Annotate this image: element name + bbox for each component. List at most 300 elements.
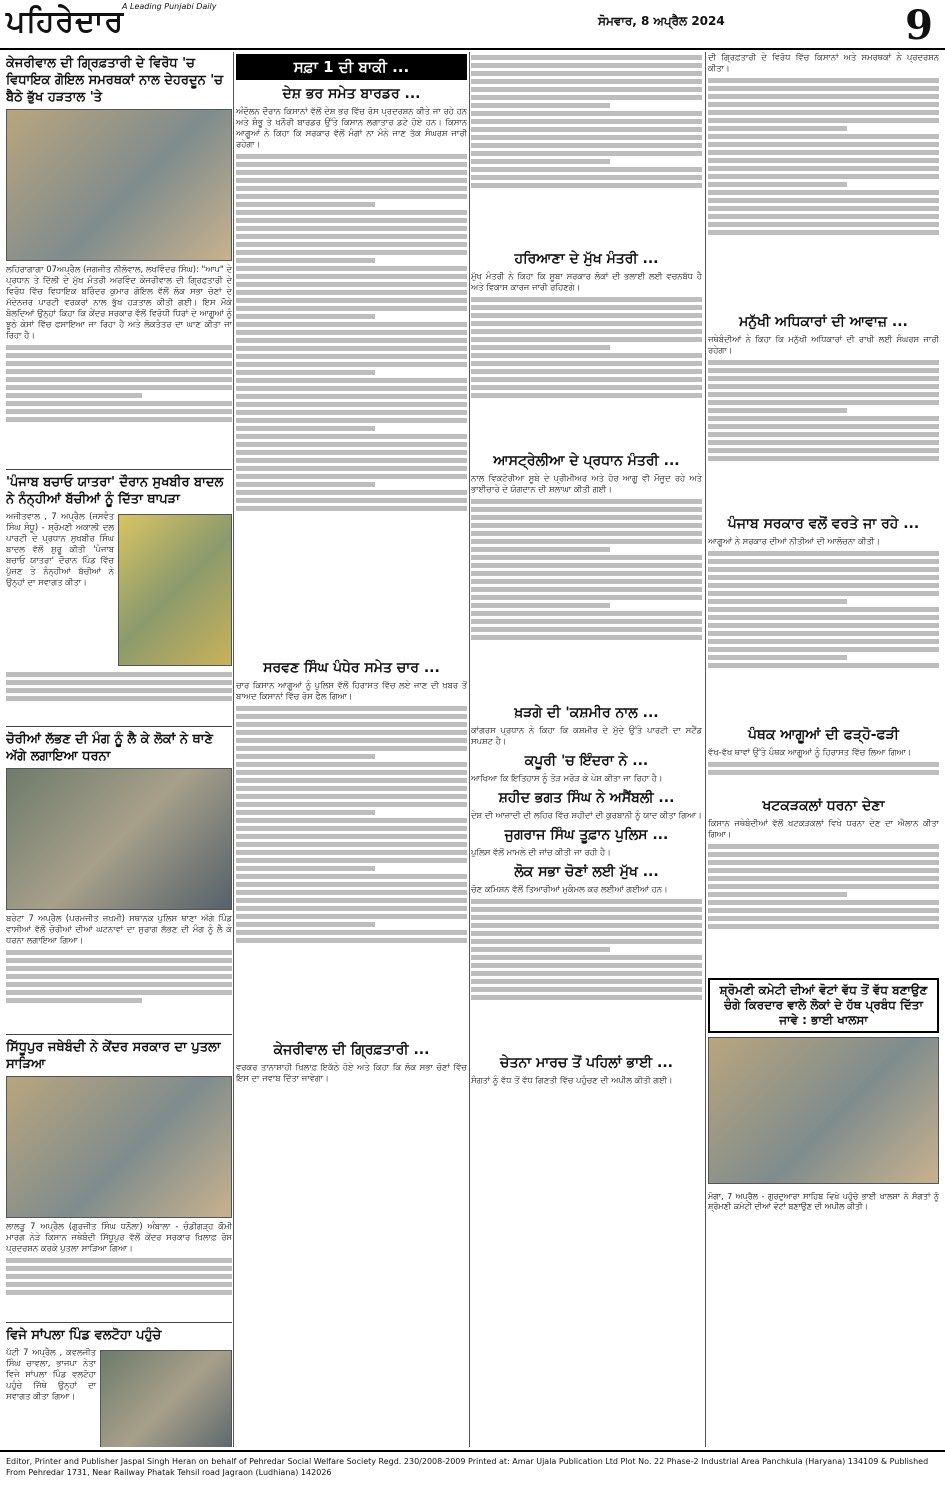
text-line — [236, 346, 467, 351]
text-line — [236, 898, 467, 903]
text-line — [236, 170, 467, 175]
article-body: ਅਜੀਤਵਾਲ , 7 ਅਪ੍ਰੈਲ (ਜਸਵੰਤ ਸਿੰਘ ਸੰਧੂ) - ਸ਼੍ਰੋਮਣੀ ਅਕਾਲੀ ਦਲ ਪਾਰਟੀ ਦੇ ਪ੍ਰਧਾਨ ਸੁਖਬੀਰ ਸਿੰਘ ਬਾਦਲ ਵੱਲੋਂ ਸ਼ੁਰੂ ਕੀਤੀ 'ਪੰਜਾਬ ਬਚਾਓ ਯਾਤਰਾ' ਦੌਰਾਨ ਪਿੰਡ ਵਿੱਚ ਪੁੱਜਣ ਤੇ ਨੰਨ੍ਹੀਆਂ ਬੱਚੀਆਂ ਨੇ ਉਨ੍ਹਾਂ ਦਾ ਸਵਾਗਤ ਕੀਤਾ। — [6, 511, 114, 587]
text-line — [471, 563, 702, 568]
text-line — [236, 706, 467, 711]
photo-sukhbir-badal — [118, 514, 232, 666]
text-line — [236, 866, 375, 871]
text-line — [708, 591, 939, 596]
text-line — [708, 892, 847, 897]
text-line — [708, 134, 939, 139]
text-line — [236, 154, 467, 159]
article-body: ਅੰਦੋਲਨ ਦੌਰਾਨ ਕਿਸਾਨਾਂ ਵੱਲੋਂ ਦੇਸ਼ ਭਰ ਵਿੱਚ ਰੋਸ ਪ੍ਰਦਰਸ਼ਨ ਕੀਤੇ ਜਾ ਰਹੇ ਹਨ ਅਤੇ ਸ਼ੰਭੂ ਤੇ ਖਨੌਰੀ ਬਾਰਡਰ ਉੱਤੇ ਕਿਸਾਨ ਲਗਾਤਾਰ ਡਟੇ ਹੋਏ ਹਨ। ਕਿਸਾਨ ਆਗੂਆਂ ਨੇ ਕਿਹਾ ਕਿ ਸਰਕਾਰ ਵੱਲੋਂ ਮੰਗਾਂ ਨਾ ਮੰਨੇ ਜਾਣ ਤੱਕ ਸੰਘਰਸ਼ ਜਾਰੀ ਰਹੇਗਾ। — [236, 106, 467, 149]
imprint-footer — [0, 1450, 945, 1507]
article-body: ਬਰੇਟਾ 7 ਅਪ੍ਰੈਲ (ਪਰਮਜੀਤ ਜ਼ਖ਼ਮੀ) ਸਥਾਨਕ ਪੁਲਿਸ ਥਾਣਾ ਅੱਗੇ ਪਿੰਡ ਵਾਸੀਆਂ ਵੱਲੋਂ ਚੋਰੀਆਂ ਦੀਆਂ ਘਟਨਾਵਾਂ ਦਾ ਸੁਰਾਗ ਲੱਭਣ ਦੀ ਮੰਗ ਨੂੰ ਲੈ ਕੇ ਧਰਨਾ ਲਗਾਇਆ ਗਿਆ। — [6, 913, 232, 945]
headline-punjab-bachao: 'ਪੰਜਾਬ ਬਚਾਓ ਯਾਤਰਾ' ਦੌਰਾਨ ਸੁਖਬੀਰ ਬਾਦਲ ਨੇ ਨੰਨ੍ਹੀਆਂ ਬੱਚੀਆਂ ਨੂੰ ਦਿੱਤਾ ਥਾਪੜਾ — [6, 475, 224, 507]
text-line — [708, 868, 939, 873]
text-line — [236, 410, 467, 415]
text-line — [708, 424, 939, 429]
text-line — [236, 850, 467, 855]
article-body: ਲਾਲੜੂ 7 ਅਪ੍ਰੈਲ (ਗੁਰਜੀਤ ਸਿੰਘ ਧਨੌਲਾ) ਅੰਬਾਲਾ - ਚੰਡੀਗੜ੍ਹ ਕੌਮੀ ਮਾਰਗ ਨੇੜੇ ਕਿਸਾਨ ਜਥੇਬੰਦੀ ਸਿੱਧੂਪੁਰ ਵੱਲੋਂ ਕੇਂਦਰ ਸਰਕਾਰ ਖ਼ਿਲਾਫ਼ ਰੋਸ ਪ੍ਰਦਰਸ਼ਨ ਕਰਕੇ ਪੁਤਲਾ ਸਾੜਿਆ ਗਿਆ। — [6, 1221, 232, 1253]
text-line — [708, 360, 939, 365]
text-line — [236, 226, 467, 231]
text-line — [236, 162, 467, 167]
text-line — [471, 305, 702, 310]
article-body: ਵੱਖ-ਵੱਖ ਥਾਵਾਂ ਉੱਤੇ ਪੰਥਕ ਆਗੂਆਂ ਨੂੰ ਹਿਰਾਸਤ ਵਿੱਚ ਲਿਆ ਗਿਆ। — [708, 747, 912, 757]
page-number: 9 — [905, 2, 933, 49]
text-line — [6, 680, 232, 685]
column-divider — [469, 52, 470, 1447]
text-line — [236, 386, 467, 391]
text-line — [471, 923, 702, 928]
column-divider — [233, 52, 234, 1447]
text-line — [6, 401, 232, 406]
date-line: ਸੋਮਵਾਰ, 8 ਅਪ੍ਰੈਲ 2024 — [598, 14, 725, 28]
text-line — [708, 166, 939, 171]
text-line — [6, 1274, 232, 1279]
text-line — [6, 1266, 232, 1271]
text-line — [708, 852, 939, 857]
text-line — [6, 1282, 232, 1287]
headline-pandher: ਸਰਵਣ ਸਿੰਘ ਪੰਧੇਰ ਸਮੇਤ ਚਾਰ ... — [263, 660, 440, 676]
text-line — [471, 971, 702, 976]
text-filler — [6, 672, 232, 722]
headline-khatkar-kalan: ਖਟਕੜਕਲਾਂ ਧਰਨਾ ਦੇਣਾ — [762, 798, 885, 814]
text-line — [471, 337, 702, 342]
article-body: ਵਰਕਰ ਤਾਨਾਸ਼ਾਹੀ ਖ਼ਿਲਾਫ਼ ਇਕੱਠੇ ਹੋਏ ਅਤੇ ਕਿਹਾ ਕਿ ਲੋਕ ਸਭਾ ਚੋਣਾਂ ਵਿੱਚ ਇਸ ਦਾ ਜਵਾਬ ਦਿੱਤਾ ਜਾਵੇਗਾ। — [236, 1062, 467, 1083]
text-filler — [708, 78, 939, 308]
text-line — [708, 102, 939, 107]
text-line — [236, 882, 467, 887]
text-line — [708, 567, 939, 572]
article-body: ਮੁੱਖ ਮੰਤਰੀ ਨੇ ਕਿਹਾ ਕਿ ਸੂਬਾ ਸਰਕਾਰ ਲੋਕਾਂ ਦੀ ਭਲਾਈ ਲਈ ਵਚਨਬੱਧ ਹੈ ਅਤੇ ਵਿਕਾਸ ਕਾਰਜ ਜਾਰੀ ਰਹਿਣਗੇ। — [471, 271, 702, 292]
text-line — [236, 754, 375, 759]
headline-sgpc-votes: ਸ਼੍ਰੋਮਣੀ ਕਮੇਟੀ ਦੀਆਂ ਵੋਟਾਂ ਵੱਧ ਤੋਂ ਵੱਧ ਬਣਾਉਣ ਚੰਗੇ ਕਿਰਦਾਰ ਵਾਲੇ ਲੋਕਾਂ ਦੇ ਹੱਥ ਪ੍ਰਬੰਧ ਦਿੱਤਾ ਜਾਵੇ : ਭਾਈ ਖਾਲਸਾ — [708, 978, 939, 1033]
text-line — [236, 490, 467, 495]
text-line — [236, 890, 467, 895]
text-line — [236, 314, 375, 319]
text-line — [236, 906, 467, 911]
text-line — [708, 647, 939, 652]
headline-border: ਦੇਸ਼ ਭਰ ਸਮੇਤ ਬਾਰਡਰ ... — [282, 86, 421, 102]
text-line — [471, 71, 702, 76]
text-line — [471, 603, 610, 608]
text-line — [708, 126, 847, 131]
text-line — [471, 135, 702, 140]
text-line — [6, 369, 232, 374]
column-divider — [705, 52, 706, 1447]
text-line — [471, 899, 702, 904]
text-line — [471, 361, 702, 366]
text-line — [471, 523, 702, 528]
text-line — [471, 377, 702, 382]
text-line — [471, 127, 702, 132]
article-body: ਪੱਟੀ 7 ਅਪ੍ਰੈਲ , ਕਵਲਜੀਤ ਸਿੰਘ ਚਾਵਲਾ, ਭਾਜਪਾ ਨੇਤਾ ਵਿਜੇ ਸਾਂਪਲਾ ਪਿੰਡ ਵਲਟੋਹਾ ਪਹੁੰਚੇ ਜਿੱਥੇ ਉਨ੍ਹਾਂ ਦਾ ਸਵਾਗਤ ਕੀਤਾ ਗਿਆ। — [6, 1347, 96, 1401]
text-line — [708, 916, 939, 921]
text-line — [708, 663, 939, 668]
article-body: ਜਥੇਬੰਦੀਆਂ ਨੇ ਕਿਹਾ ਕਿ ਮਨੁੱਖੀ ਅਧਿਕਾਰਾਂ ਦੀ ਰਾਖੀ ਲਈ ਸੰਘਰਸ਼ ਜਾਰੀ ਰਹੇਗਾ। — [708, 334, 939, 355]
text-line — [708, 599, 847, 604]
text-line — [236, 794, 467, 799]
text-line — [471, 635, 702, 640]
article-body: ਲਹਿਰਾਗਾਗਾ 07ਅਪ੍ਰੈਲ (ਜਗਜੀਤ ਨੀਲੋਵਾਲ, ਲਖਵਿੰਦਰ ਸਿੰਘ): "ਆਪ" ਦੇ ਪ੍ਰਧਾਨ ਤੇ ਦਿੱਲੀ ਦੇ ਮੁੱਖ ਮੰਤਰੀ ਅਰਵਿੰਦ ਕੇਜਰੀਵਾਲ ਦੀ ਗ੍ਰਿਫਤਾਰੀ ਦੇ ਵਿਰੋਧ ਵਿੱਚ ਵਿਧਾਇਕ ਬਰਿੰਦਰ ਕੁਮਾਰ ਗੋਇਲ ਵੱਲੋਂ ਲੋਕ ਸਭਾ ਚੋਣਾਂ ਦੇ ਮੱਦੇਨਜ਼ਰ ਪਾਰਟੀ ਵਰਕਰਾਂ ਨਾਲ ਭੁੱਖ ਹੜਤਾਲ ਕੀਤੀ ਗਈ। ਇਸ ਮੌਕੇ ਬੋਲਦਿਆਂ ਉਨ੍ਹਾਂ ਕਿਹਾ ਕਿ ਕੇਂਦਰ ਸਰਕਾਰ ਵੱਲੋਂ ਵਿਰੋਧੀ ਧਿਰਾਂ ਦੇ ਆਗੂਆਂ ਨੂੰ ਝੂਠੇ ਕੇਸਾਂ ਵਿੱਚ ਫਸਾਇਆ ਜਾ ਰਿਹਾ ਹੈ ਅਤੇ ਲੋਕਤੰਤਰ ਦਾ ਘਾਣ ਕੀਤਾ ਜਾ ਰਿਹਾ ਹੈ। — [6, 264, 232, 340]
photo-effigy — [6, 1076, 232, 1218]
text-line — [236, 242, 467, 247]
headline-human-rights: ਮਨੁੱਖੀ ਅਧਿਕਾਰਾਂ ਦੀ ਆਵਾਜ਼ ... — [739, 314, 908, 330]
text-filler — [471, 899, 702, 1049]
column-2 — [236, 52, 467, 1447]
text-line — [471, 595, 702, 600]
text-line — [6, 417, 232, 422]
text-line — [708, 400, 939, 405]
headline-lok-sabha: ਲੋਕ ਸਭਾ ਚੋਣਾਂ ਲਈ ਮੁੱਖ ... — [514, 864, 659, 880]
text-filler — [708, 551, 939, 721]
text-line — [471, 931, 702, 936]
text-line — [236, 506, 467, 511]
headline-vijay-sampla: ਵਿਜੇ ਸਾਂਪਲਾ ਪਿੰਡ ਵਲਟੋਹਾ ਪਹੁੰਚੇ — [6, 1328, 162, 1343]
article-body: ਕਾਂਗਰਸ ਪ੍ਰਧਾਨ ਨੇ ਕਿਹਾ ਕਿ ਕਸ਼ਮੀਰ ਦੇ ਮੁੱਦੇ ਉੱਤੇ ਪਾਰਟੀ ਦਾ ਸਟੈਂਡ ਸਪਸ਼ਟ ਹੈ। — [471, 725, 702, 746]
text-line — [236, 802, 467, 807]
imprint-text: Editor, Printer and Publisher Jaspal Singh Heran on behalf of Pehredar Social Welfare Society Regd. 230/2008-2009 Printed at: Amar Ujala Publication Ltd Plot No. 22 Phase-2 Industrial Area Panchkula (Haryana) 134109 & Published From Pehredar 1731, Near Railway Phatak Tehsil road Jagraon (Ludhiana) 142026 — [6, 1457, 929, 1477]
text-filler — [236, 706, 467, 1036]
text-line — [236, 818, 467, 823]
headline-kharge: ਖ਼ੜਗੇ ਦੀ 'ਕਸ਼ਮੀਰ ਨਾਲ ... — [514, 705, 659, 721]
text-line — [236, 362, 467, 367]
text-line — [6, 1258, 232, 1263]
text-line — [708, 900, 939, 905]
text-line — [708, 639, 939, 644]
text-line — [708, 86, 939, 91]
text-line — [708, 432, 939, 437]
text-line — [708, 416, 939, 421]
text-line — [471, 55, 702, 60]
text-line — [471, 619, 702, 624]
text-line — [236, 370, 375, 375]
text-line — [236, 762, 467, 767]
text-filler — [471, 499, 702, 699]
text-line — [236, 474, 467, 479]
column-4 — [708, 52, 939, 1447]
article-body: ਆਗੂਆਂ ਨੇ ਸਰਕਾਰ ਦੀਆਂ ਨੀਤੀਆਂ ਦੀ ਆਲੋਚਨਾ ਕੀਤੀ। — [708, 536, 880, 546]
text-line — [471, 539, 702, 544]
photo-hunger-strike — [6, 109, 232, 261]
text-line — [708, 368, 939, 373]
text-line — [236, 938, 467, 943]
text-line — [236, 258, 375, 263]
continued-banner: ਸਫ਼ਾ 1 ਦੀ ਬਾਕੀ ... — [236, 54, 467, 80]
text-line — [708, 583, 939, 588]
article-body: ਚੋਣ ਕਮਿਸ਼ਨ ਵੱਲੋਂ ਤਿਆਰੀਆਂ ਮੁਕੰਮਲ ਕਰ ਲਈਆਂ ਗਈਆਂ ਹਨ। — [471, 884, 668, 894]
headline-bhagat-singh: ਸ਼ਹੀਦ ਭਗਤ ਸਿੰਘ ਨੇ ਅਸੈਂਬਲੀ ... — [498, 790, 675, 806]
text-line — [236, 498, 467, 503]
text-line — [471, 499, 702, 504]
text-filler — [471, 55, 702, 245]
headline-kejriwal-protest: ਕੇਜਰੀਵਾਲ ਦੀ ਗ੍ਰਿਫ਼ਤਾਰੀ ਦੇ ਵਿਰੋਧ 'ਚ ਵਿਧਾਇਕ ਗੋਇਲ ਸਮਰਥਕਾਂ ਨਾਲ ਦੇਹਰਦੂਨ 'ਚ ਬੈਠੇ ਭੁੱਖ ਹੜਤਾਲ 'ਤੇ — [6, 56, 223, 105]
text-line — [708, 575, 939, 580]
article-body: ਚਾਰ ਕਿਸਾਨ ਆਗੂਆਂ ਨੂੰ ਪੁਲਿਸ ਵੱਲੋਂ ਹਿਰਾਸਤ ਵਿੱਚ ਲਏ ਜਾਣ ਦੀ ਖ਼ਬਰ ਤੋਂ ਬਾਅਦ ਕਿਸਾਨਾਂ ਵਿੱਚ ਰੋਸ ਫੈਲ ਗਿਆ। — [236, 680, 467, 701]
text-filler — [708, 844, 939, 974]
tagline: A Leading Punjabi Daily — [122, 2, 217, 11]
article-body: ਸੰਗਤਾਂ ਨੂੰ ਵੱਧ ਤੋਂ ਵੱਧ ਗਿਣਤੀ ਵਿੱਚ ਪਹੁੰਚਣ ਦੀ ਅਪੀਲ ਕੀਤੀ ਗਈ। — [471, 1075, 673, 1085]
text-line — [471, 345, 610, 350]
text-line — [236, 914, 467, 919]
text-line — [708, 150, 939, 155]
article-body: ਆਖਿਆ ਕਿ ਇਤਿਹਾਸ ਨੂੰ ਤੋੜ ਮਰੋੜ ਕੇ ਪੇਸ਼ ਕੀਤਾ ਜਾ ਰਿਹਾ ਹੈ। — [471, 773, 663, 783]
photo-police-station — [6, 768, 232, 910]
text-line — [708, 631, 939, 636]
text-line — [6, 409, 232, 414]
text-line — [708, 214, 939, 219]
text-line — [471, 385, 702, 390]
text-filler — [708, 360, 939, 510]
text-line — [708, 655, 847, 660]
text-filler — [236, 154, 467, 654]
text-line — [471, 119, 702, 124]
text-line — [708, 615, 939, 620]
text-line — [708, 551, 939, 556]
text-line — [708, 118, 939, 123]
text-filler — [6, 950, 232, 1030]
text-line — [471, 531, 702, 536]
text-line — [6, 974, 232, 979]
masthead — [0, 0, 945, 50]
headline-effigy-burning: ਸਿੱਧੂਪੁਰ ਜਥੇਬੰਦੀ ਨੇ ਕੇਂਦਰ ਸਰਕਾਰ ਦਾ ਪੁਤਲਾ ਸਾੜਿਆ — [6, 1040, 221, 1072]
text-line — [236, 186, 467, 191]
text-line — [236, 210, 467, 215]
text-line — [236, 218, 467, 223]
text-line — [471, 151, 702, 156]
text-line — [236, 442, 467, 447]
text-line — [6, 950, 232, 955]
text-line — [708, 174, 939, 179]
text-line — [471, 353, 702, 358]
text-line — [471, 79, 702, 84]
headline-kapuri: ਕਪੂਰੀ 'ਚ ਇੰਦਰਾ ਨੇ ... — [524, 753, 649, 769]
article-body: ਪੁਲਿਸ ਵੱਲੋਂ ਮਾਮਲੇ ਦੀ ਜਾਂਚ ਕੀਤੀ ਜਾ ਰਹੀ ਹੈ। — [471, 847, 611, 857]
article-body: ਦੀ ਗ੍ਰਿਫ਼ਤਾਰੀ ਦੇ ਵਿਰੋਧ ਵਿੱਚ ਕਿਸਾਨਾਂ ਅਤੇ ਸਮਰਥਕਾਂ ਨੇ ਪ੍ਰਦਰਸ਼ਨ ਕੀਤਾ। — [708, 52, 939, 73]
photo-caption: ਮੋਗਾ, 7 ਅਪ੍ਰੈਲ - ਗੁਰਦੁਆਰਾ ਸਾਹਿਬ ਵਿਖੇ ਪਹੁੰਚੇ ਭਾਈ ਖਾਲਸਾ ਨੇ ਸੰਗਤਾਂ ਨੂੰ ਸ਼੍ਰੋਮਣੀ ਕਮੇਟੀ ਦੀਆਂ ਵੋਟਾਂ ਬਣਾਉਣ ਦੀ ਅਪੀਲ ਕੀਤੀ। — [708, 1192, 939, 1211]
headline-jugraj-singh: ਜੁਗਰਾਜ ਸਿੰਘ ਤੂਫ਼ਾਨ ਪੁਲਿਸ ... — [504, 827, 669, 843]
text-line — [471, 963, 702, 968]
text-line — [471, 555, 702, 560]
divider — [6, 726, 232, 727]
text-line — [471, 515, 702, 520]
text-line — [6, 377, 232, 382]
headline-theft-dharna: ਚੋਰੀਆਂ ਲੱਭਣ ਦੀ ਮੰਗ ਨੂੰ ਲੈ ਕੇ ਲੋਕਾਂ ਨੇ ਥਾਣੇ ਅੱਗੇ ਲਗਾਇਆ ਧਰਨਾ — [6, 732, 213, 764]
text-line — [708, 384, 939, 389]
text-line — [236, 434, 467, 439]
headline-haryana-cm: ਹਰਿਆਣਾ ਦੇ ਮੁੱਖ ਮੰਤਰੀ ... — [514, 251, 659, 267]
text-line — [236, 298, 467, 303]
column-3 — [471, 52, 702, 1447]
text-line — [708, 860, 939, 865]
text-line — [471, 393, 702, 398]
text-line — [236, 738, 467, 743]
text-line — [708, 844, 939, 849]
headline-panthic-arrests: ਪੰਥਕ ਆਗੂਆਂ ਦੀ ਫੜ੍ਹੋ-ਫੜੀ — [748, 727, 899, 743]
text-line — [236, 930, 467, 935]
text-line — [236, 394, 467, 399]
text-line — [236, 466, 467, 471]
text-line — [471, 955, 702, 960]
text-line — [471, 907, 702, 912]
text-line — [708, 623, 939, 628]
text-line — [471, 321, 702, 326]
text-line — [471, 979, 702, 984]
text-line — [708, 182, 847, 187]
text-line — [6, 353, 232, 358]
text-line — [708, 110, 939, 115]
text-line — [236, 722, 467, 727]
text-line — [471, 507, 702, 512]
text-line — [471, 159, 610, 164]
text-line — [708, 206, 939, 211]
text-line — [6, 696, 232, 701]
text-line — [6, 998, 142, 1003]
article-body: ਨਾਲ ਵਿਕਟੋਰੀਆ ਸੂਬੇ ਦੇ ਪ੍ਰੀਮੀਅਰ ਅਤੇ ਹੋਰ ਆਗੂ ਵੀ ਮੌਜੂਦ ਰਹੇ ਅਤੇ ਭਾਈਚਾਰੇ ਦੇ ਯੋਗਦਾਨ ਦੀ ਸ਼ਲਾਘਾ ਕੀਤੀ ਗਈ। — [471, 473, 702, 494]
text-line — [708, 142, 939, 147]
text-line — [236, 202, 375, 207]
text-line — [708, 448, 939, 453]
text-line — [708, 607, 939, 612]
text-line — [471, 87, 702, 92]
text-line — [236, 458, 467, 463]
text-line — [236, 402, 467, 407]
text-line — [708, 78, 939, 83]
text-line — [471, 571, 702, 576]
text-line — [236, 810, 375, 815]
text-line — [236, 786, 467, 791]
text-line — [236, 274, 467, 279]
text-line — [236, 178, 467, 183]
text-line — [236, 306, 467, 311]
text-line — [236, 482, 375, 487]
text-line — [236, 250, 467, 255]
text-line — [6, 345, 232, 350]
text-line — [471, 175, 702, 180]
text-line — [6, 966, 232, 971]
text-line — [471, 103, 610, 108]
text-line — [708, 456, 939, 461]
text-filler — [6, 1258, 232, 1318]
divider — [6, 1034, 232, 1035]
headline-australia-pm: ਆਸਟ੍ਰੇਲੀਆ ਦੇ ਪ੍ਰਧਾਨ ਮੰਤਰੀ ... — [493, 453, 680, 469]
text-filler — [708, 762, 939, 792]
text-line — [471, 63, 702, 68]
text-line — [6, 385, 232, 390]
text-line — [708, 408, 847, 413]
text-line — [236, 338, 467, 343]
photo-vijay-sampla — [100, 1350, 232, 1447]
text-line — [236, 778, 467, 783]
text-line — [471, 947, 610, 952]
text-line — [708, 762, 939, 767]
text-line — [471, 167, 702, 172]
text-line — [236, 922, 375, 927]
text-line — [6, 1290, 232, 1295]
text-line — [471, 987, 702, 992]
text-line — [471, 111, 702, 116]
text-line — [236, 282, 467, 287]
article-body: ਕਿਸਾਨ ਜਥੇਬੰਦੀਆਂ ਵੱਲੋਂ ਖਟਕੜਕਲਾਂ ਵਿਖੇ ਧਰਨਾ ਦੇਣ ਦਾ ਐਲਾਨ ਕੀਤਾ ਗਿਆ। — [708, 818, 939, 839]
text-line — [236, 290, 467, 295]
text-line — [471, 627, 702, 632]
text-line — [236, 770, 467, 775]
text-line — [471, 915, 702, 920]
text-line — [708, 559, 939, 564]
text-line — [471, 939, 702, 944]
text-line — [6, 958, 232, 963]
text-line — [708, 94, 939, 99]
text-line — [471, 587, 702, 592]
text-line — [236, 354, 467, 359]
text-line — [236, 234, 467, 239]
text-line — [471, 143, 702, 148]
text-line — [708, 884, 939, 889]
text-line — [6, 672, 232, 677]
text-filler — [6, 345, 232, 465]
column-1 — [6, 52, 232, 1447]
text-line — [236, 874, 467, 879]
headline-chetna-march: ਚੇਤਨਾ ਮਾਰਚ ਤੋਂ ਪਹਿਲਾਂ ਭਾਈ ... — [500, 1055, 673, 1071]
divider — [6, 1322, 232, 1323]
divider — [6, 469, 232, 470]
text-line — [708, 222, 939, 227]
text-line — [708, 376, 939, 381]
text-line — [236, 714, 467, 719]
headline-punjab-govt: ਪੰਜਾਬ ਸਰਕਾਰ ਵਲੋਂ ਵਰਤੇ ਜਾ ਰਹੇ ... — [727, 516, 920, 532]
text-line — [471, 611, 702, 616]
text-line — [236, 426, 375, 431]
newspaper-logo: ਪਹਿਰੇਦਾਰ — [6, 4, 125, 39]
text-line — [708, 158, 939, 163]
text-line — [708, 230, 939, 235]
text-line — [471, 579, 702, 584]
text-line — [6, 982, 232, 987]
text-line — [471, 297, 702, 302]
text-line — [236, 842, 467, 847]
text-line — [708, 190, 939, 195]
text-line — [471, 95, 702, 100]
text-line — [471, 329, 702, 334]
text-line — [471, 995, 702, 1000]
text-line — [708, 876, 939, 881]
article-body: ਦੇਸ਼ ਦੀ ਆਜ਼ਾਦੀ ਦੀ ਲਹਿਰ ਵਿੱਚ ਸ਼ਹੀਦਾਂ ਦੀ ਕੁਰਬਾਨੀ ਨੂੰ ਯਾਦ ਕੀਤਾ ਗਿਆ। — [471, 810, 702, 820]
text-line — [471, 547, 610, 552]
text-line — [708, 770, 939, 775]
text-line — [236, 834, 467, 839]
text-line — [471, 369, 702, 374]
text-line — [6, 990, 232, 995]
text-line — [708, 440, 939, 445]
text-filler — [471, 297, 702, 447]
text-line — [6, 688, 232, 693]
text-line — [471, 183, 702, 188]
text-line — [236, 858, 467, 863]
text-line — [6, 393, 142, 398]
headline-kejriwal-arrest: ਕੇਜਰੀਵਾਲ ਦੀ ਗ੍ਰਿਫ਼ਤਾਰੀ ... — [273, 1042, 430, 1058]
text-line — [708, 924, 939, 929]
text-line — [236, 826, 467, 831]
text-line — [236, 266, 467, 271]
text-line — [236, 322, 467, 327]
text-line — [236, 418, 467, 423]
text-line — [236, 730, 467, 735]
text-line — [471, 313, 702, 318]
text-line — [6, 361, 232, 366]
text-line — [708, 908, 939, 913]
text-line — [708, 198, 939, 203]
text-line — [236, 330, 467, 335]
